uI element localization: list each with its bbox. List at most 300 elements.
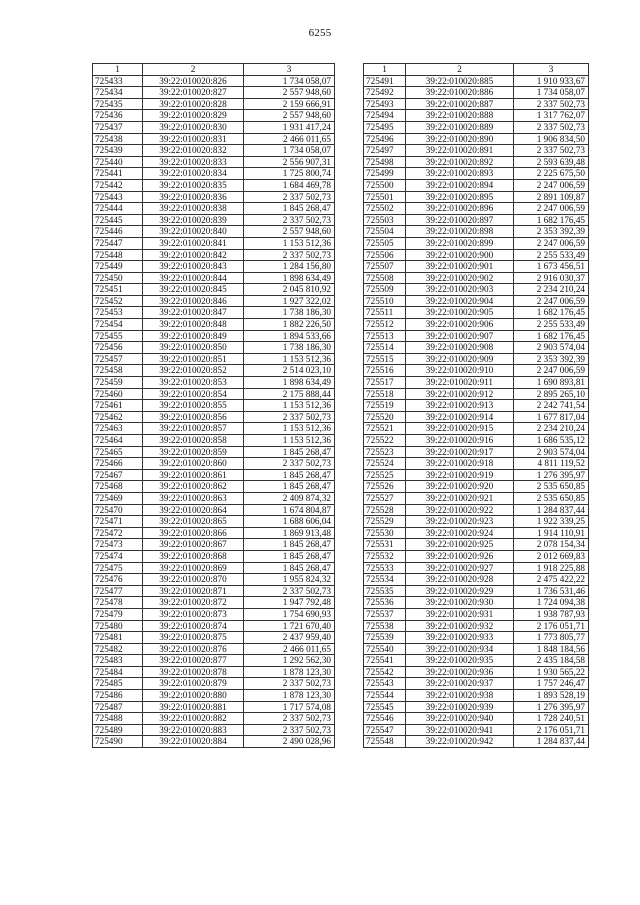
cadastral-number-cell: 39:22:010020:846 (143, 295, 244, 307)
cadastral-number-cell: 39:22:010020:880 (143, 690, 244, 702)
cadastral-number-cell: 39:22:010020:914 (406, 411, 514, 423)
cadastral-number-cell: 39:22:010020:888 (406, 110, 514, 122)
table-row (93, 423, 335, 435)
record-number-cell: 725480 (93, 620, 143, 632)
record-number-cell: 725450 (93, 272, 143, 284)
record-number-cell: 725452 (93, 295, 143, 307)
value-cell: 1 845 268,47 (244, 481, 335, 493)
record-number-cell: 725522 (364, 435, 406, 447)
value-cell: 1 918 225,88 (514, 562, 589, 574)
cadastral-number-cell: 39:22:010020:840 (143, 226, 244, 238)
column-header-2: 2 (406, 64, 514, 76)
value-cell: 1 690 893,81 (514, 377, 589, 389)
value-cell: 1 898 634,49 (244, 377, 335, 389)
cadastral-number-cell: 39:22:010020:887 (406, 98, 514, 110)
value-cell: 1 930 565,22 (514, 666, 589, 678)
record-number-cell: 725548 (364, 736, 406, 748)
record-number-cell: 725547 (364, 724, 406, 736)
value-cell: 2 557 948,60 (244, 87, 335, 99)
table-row (364, 87, 589, 99)
value-cell: 2 409 874,32 (244, 492, 335, 504)
record-number-cell: 725458 (93, 365, 143, 377)
table-row (364, 110, 589, 122)
cadastral-number-cell: 39:22:010020:831 (143, 133, 244, 145)
record-number-cell: 725511 (364, 307, 406, 319)
cadastral-number-cell: 39:22:010020:920 (406, 481, 514, 493)
table-row (93, 307, 335, 319)
cadastral-number-cell: 39:22:010020:896 (406, 203, 514, 215)
value-cell: 2 247 006,59 (514, 179, 589, 191)
table-row (93, 400, 335, 412)
value-cell: 2 557 948,60 (244, 110, 335, 122)
table-row (364, 156, 589, 168)
value-cell: 2 535 650,85 (514, 492, 589, 504)
record-number-cell: 725445 (93, 214, 143, 226)
value-cell: 1 153 512,36 (244, 353, 335, 365)
cadastral-number-cell: 39:22:010020:918 (406, 458, 514, 470)
value-cell: 1 845 268,47 (244, 469, 335, 481)
table-row (364, 539, 589, 551)
value-cell: 1 677 817,04 (514, 411, 589, 423)
record-number-cell: 725436 (93, 110, 143, 122)
table-row (93, 608, 335, 620)
record-number-cell: 725517 (364, 377, 406, 389)
value-cell: 1 724 094,38 (514, 597, 589, 609)
record-number-cell: 725538 (364, 620, 406, 632)
cadastral-number-cell: 39:22:010020:929 (406, 585, 514, 597)
table-row (93, 655, 335, 667)
table-row (364, 145, 589, 157)
table-header-row (364, 64, 589, 76)
value-cell: 1 682 176,45 (514, 330, 589, 342)
table-row (364, 435, 589, 447)
record-number-cell: 725529 (364, 516, 406, 528)
table-row (93, 87, 335, 99)
table-row (93, 550, 335, 562)
cadastral-number-cell: 39:22:010020:889 (406, 121, 514, 133)
cadastral-number-cell: 39:22:010020:916 (406, 435, 514, 447)
cadastral-number-cell: 39:22:010020:940 (406, 713, 514, 725)
table-row (93, 597, 335, 609)
cadastral-number-cell: 39:22:010020:894 (406, 179, 514, 191)
cadastral-number-cell: 39:22:010020:939 (406, 701, 514, 713)
record-number-cell: 725492 (364, 87, 406, 99)
value-cell: 1 845 268,47 (244, 550, 335, 562)
record-number-cell: 725504 (364, 226, 406, 238)
cadastral-number-cell: 39:22:010020:897 (406, 214, 514, 226)
value-cell: 2 337 502,73 (244, 249, 335, 261)
table-row (364, 307, 589, 319)
table-row (364, 492, 589, 504)
record-number-cell: 725544 (364, 690, 406, 702)
column-header-3: 3 (514, 64, 589, 76)
value-cell: 2 337 502,73 (514, 98, 589, 110)
value-cell: 1 725 800,74 (244, 168, 335, 180)
value-cell: 1 153 512,36 (244, 237, 335, 249)
table-row (93, 353, 335, 365)
table-row (93, 736, 335, 748)
table-row (93, 203, 335, 215)
cadastral-number-cell: 39:22:010020:911 (406, 377, 514, 389)
record-number-cell: 725482 (93, 643, 143, 655)
table-body (93, 75, 335, 747)
record-number-cell: 725489 (93, 724, 143, 736)
cadastral-number-cell: 39:22:010020:834 (143, 168, 244, 180)
cadastral-number-cell: 39:22:010020:893 (406, 168, 514, 180)
value-cell: 1 682 176,45 (514, 214, 589, 226)
cadastral-number-cell: 39:22:010020:942 (406, 736, 514, 748)
value-cell: 1 845 268,47 (244, 562, 335, 574)
table-row (364, 504, 589, 516)
value-cell: 1 757 246,47 (514, 678, 589, 690)
cadastral-number-cell: 39:22:010020:839 (143, 214, 244, 226)
cadastral-number-cell: 39:22:010020:841 (143, 237, 244, 249)
value-cell: 2 466 011,65 (244, 643, 335, 655)
cadastral-number-cell: 39:22:010020:927 (406, 562, 514, 574)
record-number-cell: 725524 (364, 458, 406, 470)
record-number-cell: 725435 (93, 98, 143, 110)
cadastral-number-cell: 39:22:010020:924 (406, 527, 514, 539)
table-row (364, 690, 589, 702)
value-cell: 4 811 119,52 (514, 458, 589, 470)
record-number-cell: 725536 (364, 597, 406, 609)
table-row (364, 353, 589, 365)
table-row (93, 492, 335, 504)
record-number-cell: 725514 (364, 342, 406, 354)
record-number-cell: 725545 (364, 701, 406, 713)
record-number-cell: 725500 (364, 179, 406, 191)
table-row (364, 724, 589, 736)
record-number-cell: 725484 (93, 666, 143, 678)
cadastral-number-cell: 39:22:010020:828 (143, 98, 244, 110)
table-row (93, 458, 335, 470)
cadastral-number-cell: 39:22:010020:856 (143, 411, 244, 423)
record-number-cell: 725546 (364, 713, 406, 725)
cadastral-number-cell: 39:22:010020:899 (406, 237, 514, 249)
table-header-row (93, 64, 335, 76)
record-number-cell: 725478 (93, 597, 143, 609)
value-cell: 2 045 810,92 (244, 284, 335, 296)
cadastral-number-cell: 39:22:010020:827 (143, 87, 244, 99)
cadastral-number-cell: 39:22:010020:862 (143, 481, 244, 493)
table-row (364, 666, 589, 678)
cadastral-number-cell: 39:22:010020:873 (143, 608, 244, 620)
table-row (364, 75, 589, 87)
cadastral-number-cell: 39:22:010020:853 (143, 377, 244, 389)
value-cell: 2 337 502,73 (244, 585, 335, 597)
cadastral-number-cell: 39:22:010020:934 (406, 643, 514, 655)
record-number-cell: 725461 (93, 400, 143, 412)
record-number-cell: 725508 (364, 272, 406, 284)
table-row (364, 98, 589, 110)
table-row (93, 481, 335, 493)
value-cell: 1 910 933,67 (514, 75, 589, 87)
table-row (364, 133, 589, 145)
value-cell: 1 922 339,25 (514, 516, 589, 528)
table-row (364, 458, 589, 470)
record-number-cell: 725518 (364, 388, 406, 400)
value-cell: 1 684 469,78 (244, 179, 335, 191)
cadastral-number-cell: 39:22:010020:909 (406, 353, 514, 365)
record-number-cell: 725479 (93, 608, 143, 620)
cadastral-number-cell: 39:22:010020:833 (143, 156, 244, 168)
table-row (93, 156, 335, 168)
cadastral-number-cell: 39:22:010020:830 (143, 121, 244, 133)
table-row (364, 365, 589, 377)
value-cell: 2 176 051,71 (514, 724, 589, 736)
cadastral-number-cell: 39:22:010020:860 (143, 458, 244, 470)
value-cell: 1 914 110,91 (514, 527, 589, 539)
cadastral-number-cell: 39:22:010020:913 (406, 400, 514, 412)
table-row (93, 168, 335, 180)
value-cell: 2 514 023,10 (244, 365, 335, 377)
record-number-cell: 725499 (364, 168, 406, 180)
value-cell: 1 284 156,80 (244, 261, 335, 273)
cadastral-number-cell: 39:22:010020:925 (406, 539, 514, 551)
table-row (364, 481, 589, 493)
cadastral-number-cell: 39:22:010020:917 (406, 446, 514, 458)
table-row (93, 411, 335, 423)
table-row (364, 632, 589, 644)
table-row (93, 191, 335, 203)
value-cell: 2 337 502,73 (244, 191, 335, 203)
table-row (364, 400, 589, 412)
value-cell: 2 337 502,73 (514, 145, 589, 157)
value-cell: 2 337 502,73 (244, 214, 335, 226)
record-number-cell: 725493 (364, 98, 406, 110)
cadastral-number-cell: 39:22:010020:878 (143, 666, 244, 678)
cadastral-number-cell: 39:22:010020:844 (143, 272, 244, 284)
value-cell: 2 175 888,44 (244, 388, 335, 400)
table-row (364, 168, 589, 180)
value-cell: 2 437 959,40 (244, 632, 335, 644)
record-number-cell: 725467 (93, 469, 143, 481)
record-number-cell: 725475 (93, 562, 143, 574)
table-row (93, 226, 335, 238)
value-cell: 2 337 502,73 (514, 121, 589, 133)
value-cell: 1 674 804,87 (244, 504, 335, 516)
table-row (93, 319, 335, 331)
cadastral-number-cell: 39:22:010020:937 (406, 678, 514, 690)
value-cell: 1 931 417,24 (244, 121, 335, 133)
record-number-cell: 725512 (364, 319, 406, 331)
cadastral-number-cell: 39:22:010020:910 (406, 365, 514, 377)
value-cell: 1 728 240,51 (514, 713, 589, 725)
cadastral-number-cell: 39:22:010020:904 (406, 295, 514, 307)
cadastral-number-cell: 39:22:010020:938 (406, 690, 514, 702)
value-cell: 1 153 512,36 (244, 423, 335, 435)
value-cell: 1 734 058,07 (244, 145, 335, 157)
value-cell: 1 938 787,93 (514, 608, 589, 620)
record-number-cell: 725442 (93, 179, 143, 191)
table-row (93, 516, 335, 528)
record-number-cell: 725516 (364, 365, 406, 377)
table-row (364, 608, 589, 620)
cadastral-number-cell: 39:22:010020:847 (143, 307, 244, 319)
table-row (364, 585, 589, 597)
cadastral-number-cell: 39:22:010020:919 (406, 469, 514, 481)
value-cell: 1 955 824,32 (244, 574, 335, 586)
cadastral-number-cell: 39:22:010020:923 (406, 516, 514, 528)
record-number-cell: 725530 (364, 527, 406, 539)
table-row (93, 261, 335, 273)
cadastral-number-cell: 39:22:010020:908 (406, 342, 514, 354)
record-number-cell: 725462 (93, 411, 143, 423)
value-cell: 2 255 533,49 (514, 319, 589, 331)
value-cell: 2 234 210,24 (514, 284, 589, 296)
value-cell: 2 337 502,73 (244, 411, 335, 423)
cadastral-number-cell: 39:22:010020:906 (406, 319, 514, 331)
value-cell: 1 736 531,46 (514, 585, 589, 597)
value-cell: 1 848 184,56 (514, 643, 589, 655)
value-cell: 1 284 837,44 (514, 504, 589, 516)
record-number-cell: 725527 (364, 492, 406, 504)
record-number-cell: 725483 (93, 655, 143, 667)
table-row (93, 643, 335, 655)
record-number-cell: 725507 (364, 261, 406, 273)
cadastral-number-cell: 39:22:010020:892 (406, 156, 514, 168)
table-row (364, 214, 589, 226)
value-cell: 2 234 210,24 (514, 423, 589, 435)
record-number-cell: 725488 (93, 713, 143, 725)
cadastral-number-cell: 39:22:010020:848 (143, 319, 244, 331)
record-number-cell: 725438 (93, 133, 143, 145)
record-number-cell: 725498 (364, 156, 406, 168)
cadastral-number-cell: 39:22:010020:836 (143, 191, 244, 203)
cadastral-number-cell: 39:22:010020:858 (143, 435, 244, 447)
value-cell: 1 927 322,02 (244, 295, 335, 307)
record-number-cell: 725448 (93, 249, 143, 261)
value-cell: 2 475 422,22 (514, 574, 589, 586)
record-number-cell: 725471 (93, 516, 143, 528)
table-row (93, 690, 335, 702)
table-row (93, 713, 335, 725)
value-cell: 1 153 512,36 (244, 400, 335, 412)
cadastral-number-cell: 39:22:010020:936 (406, 666, 514, 678)
cadastral-number-cell: 39:22:010020:872 (143, 597, 244, 609)
table-row (93, 377, 335, 389)
value-cell: 1 734 058,07 (514, 87, 589, 99)
cadastral-number-cell: 39:22:010020:874 (143, 620, 244, 632)
table-row (364, 237, 589, 249)
cadastral-number-cell: 39:22:010020:907 (406, 330, 514, 342)
cadastral-number-cell: 39:22:010020:851 (143, 353, 244, 365)
value-cell: 1 734 058,07 (244, 75, 335, 87)
cadastral-table-left (92, 63, 335, 748)
table-row (364, 701, 589, 713)
record-number-cell: 725506 (364, 249, 406, 261)
cadastral-number-cell: 39:22:010020:879 (143, 678, 244, 690)
cadastral-number-cell: 39:22:010020:912 (406, 388, 514, 400)
record-number-cell: 725501 (364, 191, 406, 203)
cadastral-number-cell: 39:22:010020:884 (143, 736, 244, 748)
record-number-cell: 725457 (93, 353, 143, 365)
record-number-cell: 725535 (364, 585, 406, 597)
cadastral-number-cell: 39:22:010020:869 (143, 562, 244, 574)
record-number-cell: 725515 (364, 353, 406, 365)
value-cell: 2 242 741,54 (514, 400, 589, 412)
cadastral-number-cell: 39:22:010020:881 (143, 701, 244, 713)
cadastral-number-cell: 39:22:010020:842 (143, 249, 244, 261)
value-cell: 1 906 834,50 (514, 133, 589, 145)
value-cell: 2 353 392,39 (514, 226, 589, 238)
column-header-1: 1 (364, 64, 406, 76)
value-cell: 1 153 512,36 (244, 435, 335, 447)
record-number-cell: 725542 (364, 666, 406, 678)
record-number-cell: 725454 (93, 319, 143, 331)
record-number-cell: 725466 (93, 458, 143, 470)
record-number-cell: 725446 (93, 226, 143, 238)
value-cell: 1 878 123,30 (244, 666, 335, 678)
cadastral-number-cell: 39:22:010020:895 (406, 191, 514, 203)
value-cell: 2 353 392,39 (514, 353, 589, 365)
record-number-cell: 725525 (364, 469, 406, 481)
table-row (364, 620, 589, 632)
record-number-cell: 725502 (364, 203, 406, 215)
value-cell: 2 903 574,04 (514, 446, 589, 458)
value-cell: 1 894 533,66 (244, 330, 335, 342)
record-number-cell: 725434 (93, 87, 143, 99)
value-cell: 1 845 268,47 (244, 539, 335, 551)
record-number-cell: 725477 (93, 585, 143, 597)
value-cell: 1 738 186,30 (244, 342, 335, 354)
cadastral-number-cell: 39:22:010020:905 (406, 307, 514, 319)
table-row (93, 574, 335, 586)
value-cell: 1 682 176,45 (514, 307, 589, 319)
table-row (93, 295, 335, 307)
cadastral-number-cell: 39:22:010020:932 (406, 620, 514, 632)
table-row (93, 110, 335, 122)
record-number-cell: 725440 (93, 156, 143, 168)
cadastral-number-cell: 39:22:010020:868 (143, 550, 244, 562)
cadastral-number-cell: 39:22:010020:886 (406, 87, 514, 99)
value-cell: 2 490 028,96 (244, 736, 335, 748)
value-cell: 2 903 574,04 (514, 342, 589, 354)
table-row (364, 295, 589, 307)
record-number-cell: 725487 (93, 701, 143, 713)
value-cell: 1 898 634,49 (244, 272, 335, 284)
record-number-cell: 725433 (93, 75, 143, 87)
table-row (93, 620, 335, 632)
record-number-cell: 725455 (93, 330, 143, 342)
table-row (93, 284, 335, 296)
value-cell: 2 895 265,10 (514, 388, 589, 400)
table-row (364, 121, 589, 133)
value-cell: 2 012 669,83 (514, 550, 589, 562)
cadastral-number-cell: 39:22:010020:922 (406, 504, 514, 516)
record-number-cell: 725451 (93, 284, 143, 296)
table-row (93, 98, 335, 110)
table-row (364, 249, 589, 261)
value-cell: 2 593 639,48 (514, 156, 589, 168)
value-cell: 2 466 011,65 (244, 133, 335, 145)
cadastral-number-cell: 39:22:010020:885 (406, 75, 514, 87)
record-number-cell: 725465 (93, 446, 143, 458)
table-body (364, 75, 589, 747)
cadastral-number-cell: 39:22:010020:854 (143, 388, 244, 400)
record-number-cell: 725531 (364, 539, 406, 551)
value-cell: 2 247 006,59 (514, 203, 589, 215)
value-cell: 2 435 184,58 (514, 655, 589, 667)
record-number-cell: 725464 (93, 435, 143, 447)
record-number-cell: 725437 (93, 121, 143, 133)
table-row (93, 585, 335, 597)
value-cell: 2 337 502,73 (244, 724, 335, 736)
record-number-cell: 725473 (93, 539, 143, 551)
table-row (93, 678, 335, 690)
cadastral-number-cell: 39:22:010020:871 (143, 585, 244, 597)
value-cell: 1 717 574,08 (244, 701, 335, 713)
